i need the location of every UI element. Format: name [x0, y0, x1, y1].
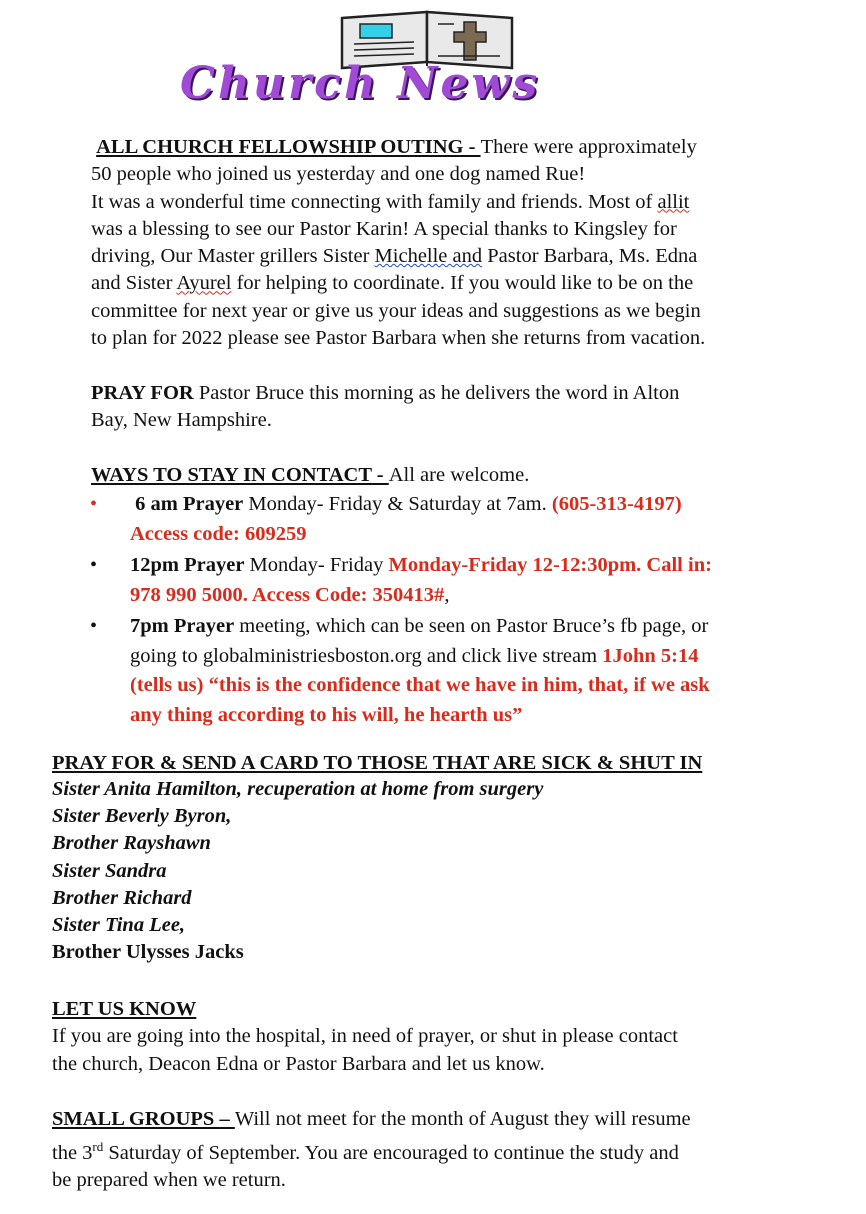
- fellowship-paragraph: [91, 134, 831, 352]
- fellowship-text: for helping to coordinate. If you would like to be on the: [231, 272, 694, 295]
- call-in-info: Monday-Friday 12-12:30pm. Call in:: [388, 554, 712, 576]
- sick-heading: PRAY FOR & SEND A CARD TO THOSE THAT ARE SICK & SHUT IN: [52, 752, 703, 774]
- fellowship-text: It was a wonderful time connecting with family and friends. Most of: [91, 190, 658, 213]
- sick-name: Sister Anita Hamilton, recuperation at home from surgery: [52, 778, 544, 800]
- fellowship-text: and Sister: [91, 272, 177, 295]
- scripture-quote: any thing according to his will, he hearth us”: [130, 703, 523, 726]
- pray-for-label: PRAY FOR: [91, 382, 194, 404]
- prayer-time: 6 am Prayer: [135, 493, 244, 515]
- sick-list: [52, 776, 543, 966]
- church-news-logo: [180, 8, 680, 109]
- fellowship-heading: ALL CHURCH FELLOWSHIP OUTING -: [96, 136, 481, 158]
- prayer-text: going to globalministriesboston.org and click live stream: [130, 644, 603, 667]
- contact-heading: WAYS TO STAY IN CONTACT -: [91, 464, 389, 486]
- bullet-icon: •: [90, 493, 98, 515]
- scripture-quote: (tells us) “this is the confidence that we have in him, that, if we ask: [130, 674, 710, 696]
- bullet-icon: •: [90, 615, 98, 637]
- prayer-time: 12pm Prayer: [130, 554, 245, 576]
- fellowship-text: There were approximately: [480, 136, 697, 158]
- prayer-text: meeting, which can be seen on Pastor Bruce’s fb page, or: [234, 615, 709, 637]
- sick-heading-line: [52, 750, 842, 777]
- phone-number: (605-313-4197): [551, 493, 682, 515]
- contact-heading-line: [91, 462, 831, 489]
- small-groups-text: the 3: [52, 1142, 93, 1165]
- small-groups-heading: SMALL GROUPS –: [52, 1108, 235, 1130]
- prayer-text: Monday- Friday & Saturday at 7am.: [243, 493, 552, 515]
- spellcheck-flagged-word: Ayurel: [176, 272, 232, 295]
- fellowship-text: 50 people who joined us yesterday and one dog named Rue!: [91, 163, 586, 186]
- pray-for-text: Pastor Bruce this morning as he delivers the word in Alton: [193, 382, 680, 404]
- fellowship-text: to plan for 2022 please see Pastor Barbara when she returns from vacation.: [91, 327, 706, 350]
- scripture-reference: 1John 5:14: [602, 644, 699, 667]
- contact-list: [90, 490, 830, 732]
- prayer-text: Monday- Friday: [244, 554, 389, 576]
- bullet-icon: •: [90, 554, 98, 576]
- fellowship-text: Pastor Barbara, Ms. Edna: [482, 245, 698, 268]
- access-code: Access code: 609259: [130, 522, 307, 545]
- let-us-know-heading: LET US KNOW: [52, 998, 197, 1020]
- let-us-know-text: If you are going into the hospital, in need of prayer, or shut in please contact: [52, 1025, 678, 1048]
- sick-name: Brother Rayshawn: [52, 832, 211, 855]
- sick-name: Sister Beverly Byron,: [52, 805, 232, 828]
- small-groups-text: Will not meet for the month of August they will resume: [234, 1108, 691, 1130]
- contact-text: All are welcome.: [388, 464, 530, 486]
- sick-name: Brother Richard: [52, 886, 192, 909]
- grammar-flagged-text: Michelle and: [374, 245, 483, 268]
- list-item: [90, 490, 830, 549]
- sick-name: Sister Tina Lee,: [52, 914, 186, 937]
- pray-for-paragraph: [91, 380, 831, 435]
- masthead-title: Church News: [180, 58, 541, 109]
- list-item: [90, 612, 830, 730]
- fellowship-text: driving, Our Master grillers Sister: [91, 245, 375, 268]
- list-item: [90, 551, 830, 610]
- spellcheck-flagged-word: allit: [657, 190, 690, 213]
- let-us-know-paragraph: [52, 996, 842, 1078]
- small-groups-paragraph: [52, 1106, 842, 1195]
- prayer-text: ,: [444, 583, 450, 606]
- fellowship-text: committee for next year or give us your ideas and suggestions as we begin: [91, 299, 701, 322]
- ordinal-suffix: rd: [92, 1139, 104, 1155]
- small-groups-text: be prepared when we return.: [52, 1169, 286, 1192]
- sick-name: Brother Ulysses Jacks: [52, 941, 244, 964]
- pray-for-text: Bay, New Hampshire.: [91, 409, 272, 432]
- fellowship-text: was a blessing to see our Pastor Karin! A special thanks to Kingsley for: [91, 217, 677, 240]
- small-groups-text: Saturday of September. You are encouraged to continue the study and: [103, 1142, 679, 1165]
- sick-name: Sister Sandra: [52, 859, 167, 882]
- let-us-know-text: the church, Deacon Edna or Pastor Barbara and let us know.: [52, 1052, 545, 1075]
- access-code: 978 990 5000. Access Code: 350413#: [130, 583, 445, 606]
- prayer-time: 7pm Prayer: [130, 615, 235, 637]
